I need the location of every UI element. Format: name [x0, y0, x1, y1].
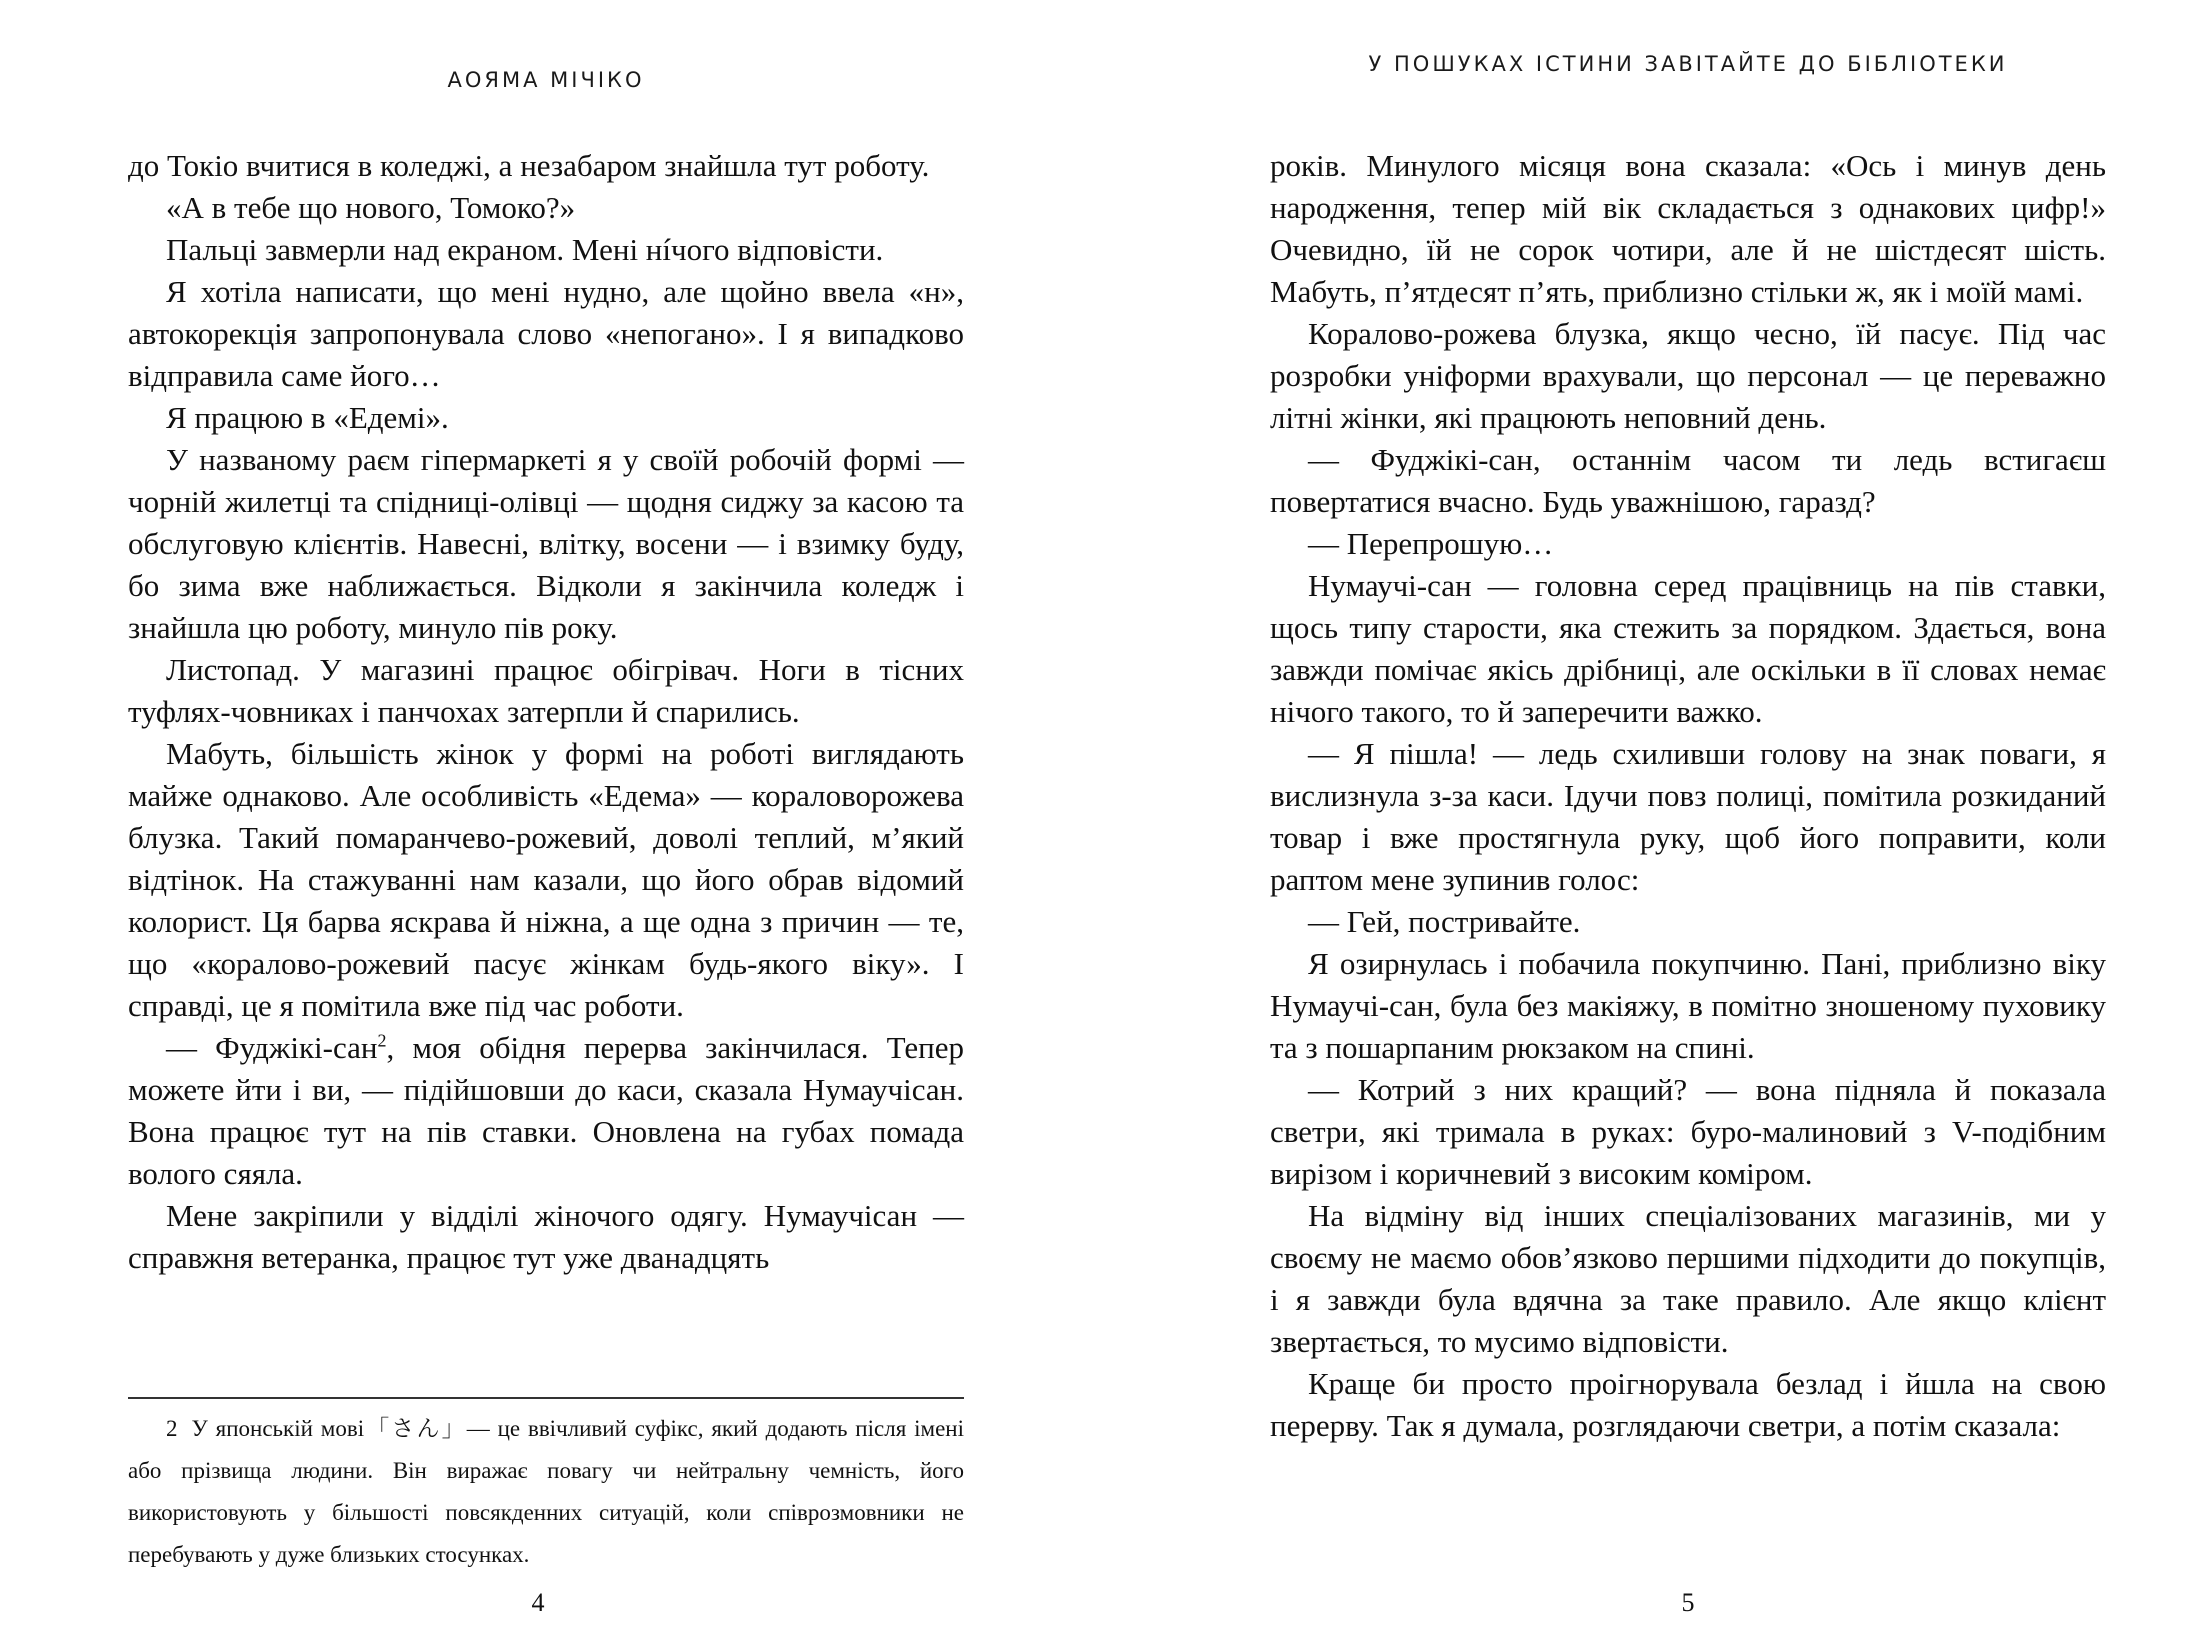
paragraph: Мене закріпили у відділі жіночого одягу. Нумаучісан — справжня ветеранка, працює тут уже дванадцять	[128, 1198, 964, 1275]
left-page-body	[128, 145, 964, 1279]
page-number: 4	[531, 1588, 545, 1617]
paragraph: — Гей, постривайте.	[1308, 904, 1581, 939]
paragraph: до Токіо вчитися в коледжі, а незабаром знайшла тут роботу.	[128, 148, 930, 183]
paragraph: «А в тебе що нового, Томоко?»	[166, 190, 576, 225]
footnote-reference[interactable]: 2	[377, 1030, 387, 1051]
paragraph: Пальці завмерли над екраном. Мені нíчого відповісти.	[166, 232, 884, 267]
paragraph: Нумаучі-сан — головна серед працівниць на пів ставки, щось типу старости, яка стежить за порядком. Здається, вона завжди помічає якісь дрібниці, але оскільки в її словах немає нічого такого, то й заперечити важко.	[1270, 568, 2106, 729]
paragraph: На відміну від інших спеціалізованих магазинів, ми у своєму не маємо обов’язково першими підходити до покупців, і я завжди була вдячна за таке правило. Але якщо клієнт звертається, то мусимо відповісти.	[1270, 1198, 2106, 1359]
paragraph: Я хотіла написати, що мені нудно, але щойно ввела «н», автокорекція запропонувала слово «непогано». І я випадково відправила саме його…	[128, 274, 964, 393]
right-page	[1100, 0, 2200, 1650]
paragraph: — Я пішла! — ледь схиливши голову на знак поваги, я вислизнула з-за каси. Ідучи повз полиці, помітила розкиданий товар і вже простягнула руку, щоб його поправити, коли раптом мене зупинив голос:	[1270, 736, 2106, 897]
paragraph: Листопад. У магазині працює обігрівач. Ноги в тісних туфлях-човниках і панчохах затерпли й спарились.	[128, 652, 964, 729]
footnote-text: У японській мові「さん」— це ввічливий суфікс, який додають після імені або прізвища людини. Він виражає повагу чи нейтральну чемність, його використовують у більшості повсякденних ситуацій, коли співрозмовники не перебувають у дуже близьких стосунках.	[128, 1416, 964, 1567]
page-number: 5	[1681, 1588, 1695, 1617]
running-head-title: У ПОШУКАХ ІСТИНИ ЗАВІТАЙТЕ ДО БІБЛІОТЕКИ	[1368, 52, 2008, 76]
paragraph: — Перепрошую…	[1308, 526, 1554, 561]
paragraph: років. Минулого місяця вона сказала: «Ось і минув день народження, тепер мій вік складається з однакових цифр!» Очевидно, їй не сорок чотири, але й не шістдесят шість. Мабуть, п’ятдесят п’ять, приблизно стільки ж, як і моїй мамі.	[1270, 148, 2106, 309]
right-page-body	[1270, 145, 2106, 1447]
paragraph: — Котрий з них кращий? — вона підняла й показала светри, які тримала в руках: буро-малиновий з V-подібним вирізом і коричневий з високим коміром.	[1270, 1072, 2106, 1191]
paragraph-text: — Фуджікі-сан	[166, 1030, 378, 1065]
footnote-divider	[128, 1397, 964, 1399]
paragraph: У названому раєм гіпермаркеті я у своїй робочій формі — чорній жилетці та спідниці-олівці — щодня сиджу за касою та обслуговую клієнтів. Навесні, влітку, восени — і взимку буду, бо зима вже наближається. Відколи я закінчила коледж і знайшла цю роботу, минуло пів року.	[128, 442, 964, 645]
footnote	[128, 1408, 964, 1576]
paragraph-text: , моя обідня перерва закінчилася. Тепер можете йти і ви, — підійшовши до каси, сказала Нумаучісан. Вона працює тут на пів ставки. Оновлена на губах помада волого сяяла.	[128, 1030, 965, 1191]
paragraph: Я працюю в «Едемі».	[166, 400, 449, 435]
paragraph: Коралово-рожева блузка, якщо чесно, їй пасує. Під час розробки уніформи врахували, що персонал — це переважно літні жінки, які працюють неповний день.	[1270, 316, 2106, 435]
paragraph: Краще би просто проігнорувала безлад і йшла на свою перерву. Так я думала, розглядаючи светри, а потім сказала:	[1270, 1366, 2106, 1443]
paragraph: Я озирнулась і побачила покупчиню. Пані, приблизно віку Нумаучі-сан, була без макіяжу, в помітно зношеному пуховику та з пошарпаним рюкзаком на спині.	[1270, 946, 2106, 1065]
footnote-number: 2	[166, 1416, 178, 1441]
paragraph: Мабуть, більшість жінок у формі на роботі виглядають майже однаково. Але особливість «Едема» — кораловорожева блузка. Такий помаранчево-рожевий, доволі теплий, м’який відтінок. На стажуванні нам казали, що його обрав відомий колорист. Ця барва яскрава й ніжна, а ще одна з причин — те, що «коралово-рожевий пасує жінкам будь-якого віку». І справді, це я помітила вже під час роботи.	[128, 736, 964, 1023]
paragraph: — Фуджікі-сан, останнім часом ти ледь встигаєш повертатися вчасно. Будь уважнішою, гаразд?	[1270, 442, 2106, 519]
running-head-author: АОЯМА МІЧІКО	[447, 68, 645, 92]
paragraph	[128, 1027, 964, 1195]
